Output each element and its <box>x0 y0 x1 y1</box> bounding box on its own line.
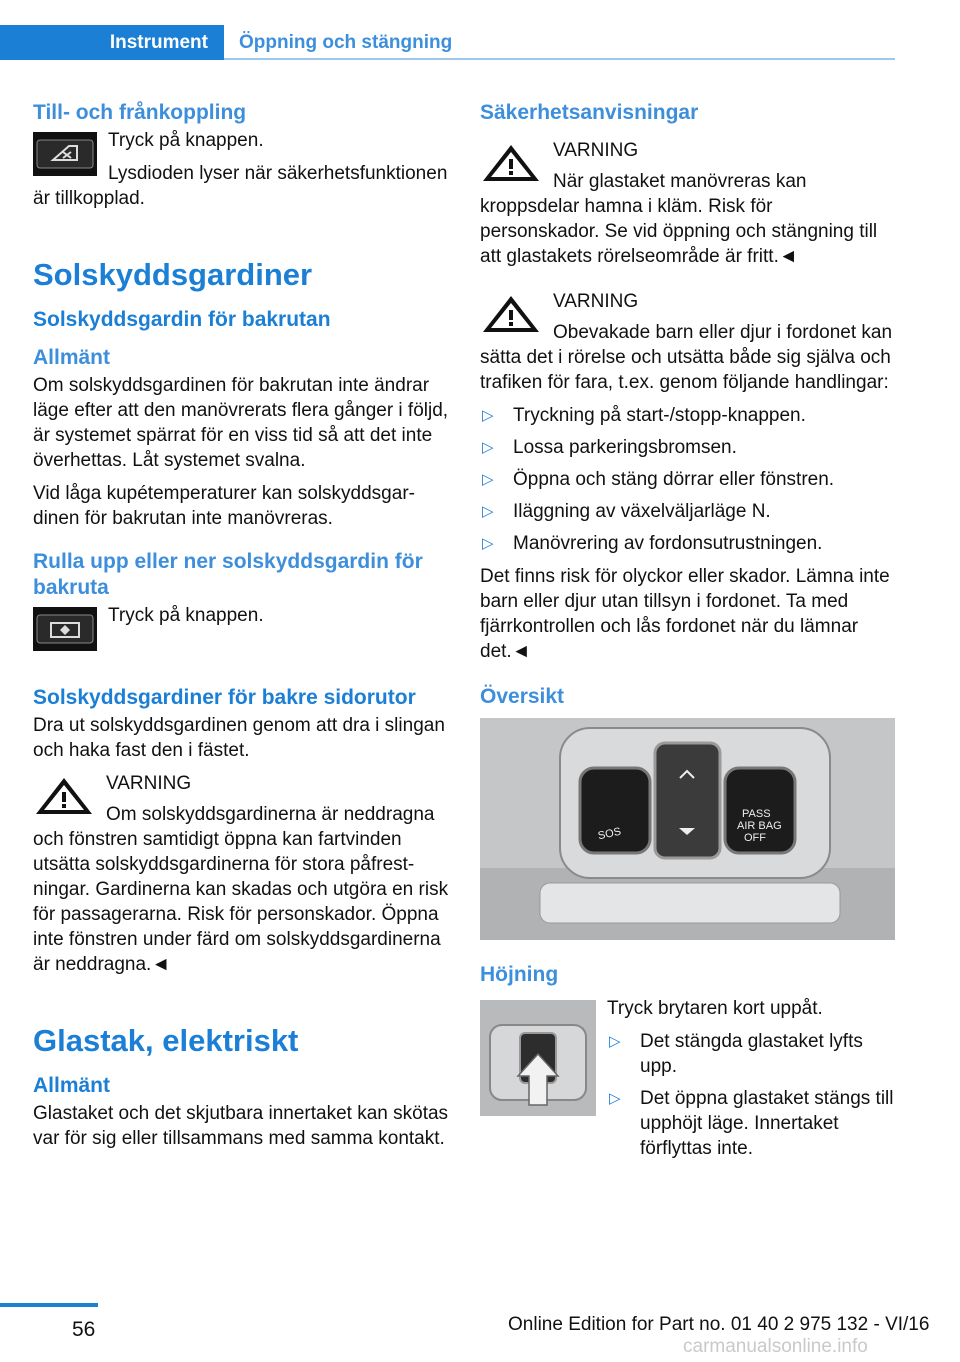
airbag-label-airbag: AIR BAG <box>737 820 782 832</box>
footer-accent-line <box>0 1303 98 1307</box>
tillfran-text-2: Lysdioden lyser när säkerhetsfunktionen är tillkopplad. <box>33 163 448 209</box>
tab-instrument[interactable]: Instrument <box>0 25 224 60</box>
warning-3-title: VARNING <box>553 291 639 312</box>
heading-glastak-elektriskt: Glastak, elektriskt <box>33 1023 299 1058</box>
list-item: ▷ Tryckning på start-/stopp-knappen. <box>482 405 806 426</box>
tillfran-block <box>33 128 449 211</box>
allmant2-text: Glastaket och det skjutbara innertaket kan skötas var för sig eller tillsammans med samma kontakt. <box>33 1103 449 1149</box>
warning-triangle-icon <box>480 142 542 184</box>
rulla-text: Tryck på knappen. <box>108 605 264 626</box>
header-tabbar <box>0 0 895 60</box>
heading-till-och-frankoppling: Till- och frånkoppling <box>33 101 247 124</box>
heading-rulla-upp-ner: Rulla upp eller ner solskyddsgardin för bakruta <box>33 550 423 599</box>
allmant1-text-2: Vid låga kupétemperaturer kan solskyddsgardinen för bakrutan inte manövreras. <box>33 483 415 529</box>
warning-2-title: VARNING <box>553 140 639 161</box>
hojning-list <box>607 1029 896 1161</box>
heading-allmant-2: Allmänt <box>33 1074 111 1097</box>
warning-1-text: Om solskyddsgardinerna är neddragna och fönstren samtidigt öppna kan fartvinden utsätta solskyddsgardinerna för stora påfrestningar. Gardinerna kan skadas och utgöra en risk för passagerarna. Risk för personskador. Öppna inte fönstren under färd om solskyddsgardinerna är neddragna.◄ <box>33 804 449 975</box>
bullet-triangle-icon: ▷ <box>482 535 494 552</box>
allmant1-text-1: Om solskyddsgardinen för bakrutan inte ändrar läge efter att den manövrerats flera gånger i följd, är systemet spärrat för en viss tid så att det inte överhettas. Låt systemet svalna. <box>33 375 449 471</box>
warning-3 <box>480 289 896 664</box>
warning-3-list <box>480 403 896 556</box>
heading-sakerhetsanvisningar: Säkerhetsanvisningar <box>480 101 699 124</box>
page-number: 56 <box>72 1318 96 1341</box>
tillfran-text-1: Tryck på knappen. <box>108 130 264 151</box>
roof-switch-photo <box>480 1000 596 1116</box>
airbag-label-pass: PASS <box>742 808 771 820</box>
tab-oppning-och-stangning[interactable]: Öppning och stängning <box>239 32 453 53</box>
bullet-triangle-icon: ▷ <box>482 407 494 424</box>
warning-1-title: VARNING <box>106 773 192 794</box>
heading-solskyddsgardin-bakrutan: Solskyddsgardin för bakrutan <box>33 308 331 331</box>
bullet-triangle-icon: ▷ <box>482 439 494 456</box>
sos-label: SOS <box>596 825 623 843</box>
warning-3-text: Obevakade barn eller djur i fordonet kan sätta det i rörelse och utsätta både sig själva och trafiken för fara, t.ex. genom följande handlingar: <box>480 322 893 393</box>
edition-text: Online Edition for Part no. 01 40 2 975 132 - VI/16 <box>508 1314 930 1335</box>
list-item: ▷ Lossa parkeringsbromsen. <box>482 437 737 458</box>
airbag-label-off: OFF <box>744 832 766 844</box>
sidorutor-text: Dra ut solskyddsgardinen genom att dra i slingan och haka fast den i fästet. <box>33 715 445 761</box>
list-item: ▷ Det öppna glastaket stängs till upphöjt läge. Innertaket förflyttas inte. <box>609 1088 894 1159</box>
roof-console-photo <box>480 718 895 940</box>
bullet-triangle-icon: ▷ <box>482 503 494 520</box>
right-column <box>480 100 896 1169</box>
list-item: ▷ Öppna och stäng dörrar eller fönstren. <box>482 469 835 490</box>
heading-allmant-1: Allmänt <box>33 346 111 369</box>
list-item: ▷ Iläggning av växelväljarläge N. <box>482 501 771 522</box>
list-item: ▷ Det stängda glastaket lyfts upp. <box>609 1031 863 1077</box>
warning-triangle-icon <box>33 775 95 817</box>
warning-2 <box>480 138 896 269</box>
warning-1 <box>33 771 449 977</box>
warning-triangle-icon <box>480 293 542 335</box>
heading-solskyddsgardiner: Solskyddsgardiner <box>33 257 313 292</box>
warning-3-after: Det finns risk för olyckor eller skador. Lämna inte barn eller djur utan tillsyn i fordonet. Ta med fjärrkontrollen och lås fordonet när du lämnar det.◄ <box>480 566 890 662</box>
heading-oversikt: Översikt <box>480 685 565 708</box>
watermark: carmanualsonline.info <box>683 1336 868 1357</box>
bullet-triangle-icon: ▷ <box>609 1033 621 1050</box>
warning-2-text: När glastaket manövreras kan kroppsdelar hamna i kläm. Risk för personskador. Se vid öppning och stängning till att glastakets rörelseområde är fritt.◄ <box>480 171 878 267</box>
bullet-triangle-icon: ▷ <box>609 1090 621 1107</box>
rear-sunblind-button-icon <box>33 607 97 651</box>
rulla-block <box>33 603 449 628</box>
heading-bakre-sidorutor: Solskyddsgardiner för bakre sidorutor <box>33 686 416 709</box>
heading-hojning: Höjning <box>480 963 559 986</box>
hojning-block <box>480 996 896 1161</box>
bullet-triangle-icon: ▷ <box>482 471 494 488</box>
hojning-text: Tryck brytaren kort uppåt. <box>607 998 823 1019</box>
left-column <box>33 100 449 1159</box>
passenger-airbag-button-icon <box>33 132 97 176</box>
list-item: ▷ Manövrering av fordonsutrustningen. <box>482 533 823 554</box>
header-divider <box>224 58 895 60</box>
